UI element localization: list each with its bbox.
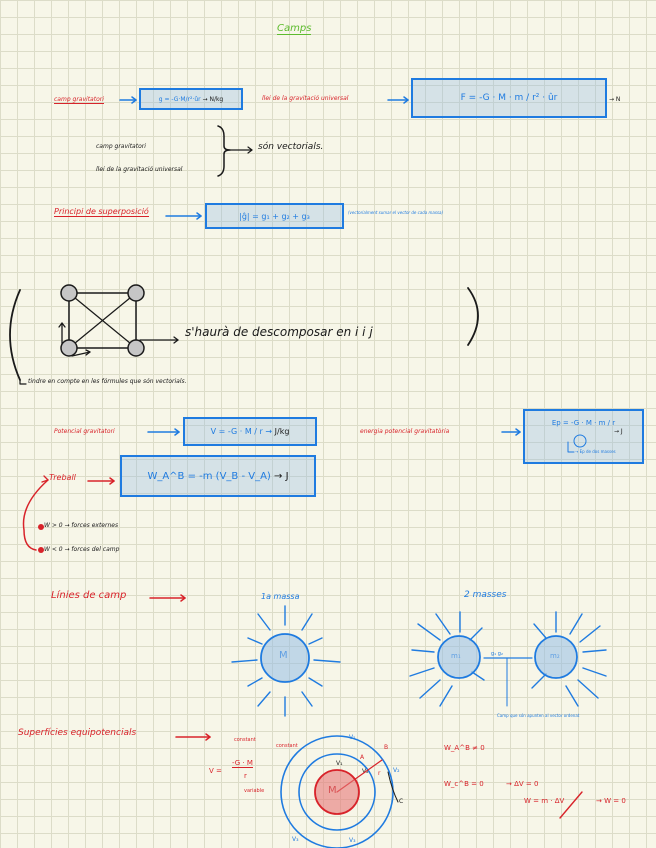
g-formula: g = -G·M/r²·ûr — [158, 95, 201, 103]
two-masses-label: 2 masses — [464, 590, 507, 600]
square-diagonals — [69, 293, 136, 348]
mass-bottom-right — [128, 340, 144, 356]
g-vectors-label: g₁ g₂ — [491, 651, 503, 657]
mass-1-circle — [438, 636, 480, 678]
eq-work-3: W = m · ΔV — [524, 797, 565, 805]
energia-sub: → Ep de dos masses — [575, 449, 616, 454]
brace-result: són vectorials. — [258, 142, 324, 152]
left-paren — [10, 290, 20, 380]
eq-work-3b: → W = 0 — [596, 797, 626, 805]
v-label-right: V₂ — [393, 767, 400, 774]
mass-bottom-left — [61, 340, 77, 356]
energia-sub-arrow — [568, 442, 574, 452]
potencial-box: V = -G · M / r → J/kg — [183, 417, 317, 446]
v-label-bottom: V₃ — [292, 836, 299, 843]
one-mass-label: 1a massa — [261, 592, 300, 601]
v-label-top: V₁ — [349, 734, 356, 741]
linies-label: Línies de camp — [51, 590, 127, 601]
superposicio-formula: |ĝ| = g₁ + g₂ + g₃ — [239, 211, 310, 221]
decomposition-bottom: tindre en compte en les fórmules que són vectorials. — [28, 378, 187, 385]
v-label-inner-2: V₂ — [362, 768, 369, 775]
v-formula-num: -G · M — [232, 759, 253, 767]
brace-right — [218, 126, 230, 176]
g-unit: → N/kg — [202, 95, 224, 103]
camp-gravitatori-label: camp gravitatori — [54, 96, 104, 103]
equipotencials-label: Superfícies equipotencials — [18, 728, 137, 738]
central-mass — [315, 770, 359, 814]
energia-label: energia potencial gravitatòria — [360, 428, 450, 435]
bullet-1 — [38, 524, 44, 530]
g-box-shadow — [139, 88, 243, 110]
brace-item-camp: camp gravitatori — [96, 143, 146, 150]
potencial-unit: J/kg — [274, 427, 290, 436]
v-formula-lhs: V = — [209, 767, 222, 775]
superposicio-note: (vectorialment sumar el vector de cada massa) — [348, 210, 444, 215]
point-B: B — [384, 744, 389, 751]
one-mass-circle — [261, 634, 309, 682]
point-A: A — [360, 754, 365, 761]
energia-circle — [574, 435, 586, 447]
potencial-label: Potencial gravitatori — [54, 428, 115, 435]
eq-work-2b: → ΔV = 0 — [506, 780, 539, 788]
delta-v-arrow — [560, 792, 582, 818]
point-C: C — [399, 798, 404, 805]
v-label-inner-1: V₁ — [336, 760, 343, 767]
treball-bracket — [24, 480, 49, 550]
radius-label: r — [378, 770, 381, 777]
treball-case1: W > 0 → forces externes — [44, 522, 119, 529]
page-title: Camps — [277, 23, 312, 34]
mass-top-left — [61, 285, 77, 301]
treball-label: Treball — [49, 473, 76, 482]
linies-caption: Camp que són apunten al vector ordenat — [497, 713, 580, 718]
eq-work-1: W_A^B ≠ 0 — [444, 744, 485, 752]
variable-label: variable — [244, 788, 265, 794]
mass-top-right — [128, 285, 144, 301]
potencial-formula: V = -G · M / r — [210, 427, 263, 436]
decomposition-text: s'haurà de descomposar en i i j — [185, 325, 373, 339]
eq-work-2: W_c^B = 0 — [444, 780, 484, 788]
treball-formula: W_A^B = -m (V_B - V_A) — [147, 470, 271, 482]
treball-case2: W < 0 → forces del camp — [44, 546, 120, 553]
constant-label-1: constant — [234, 737, 256, 743]
energia-unit: → J — [614, 428, 623, 435]
treball-unit: → J — [274, 470, 289, 482]
f-unit: → N — [609, 96, 621, 103]
mass-2-circle — [535, 636, 577, 678]
f-formula: F = -G · M · m / r² · ûr — [460, 93, 558, 103]
constant-label-2: constant — [276, 743, 298, 749]
bullet-2 — [38, 547, 44, 553]
right-paren — [468, 288, 478, 345]
bottom-arrow — [20, 380, 26, 384]
brace-item-llei: llei de la gravitació universal — [96, 166, 183, 173]
v-formula-den: r — [244, 772, 247, 780]
v-label-inner-3: V₃ — [349, 837, 356, 844]
llei-gravitacio-label: llei de la gravitació universal — [262, 95, 349, 102]
energia-formula: Ep = -G · M · m / r — [551, 419, 616, 427]
superposicio-label: Principi de superposició — [54, 207, 149, 216]
